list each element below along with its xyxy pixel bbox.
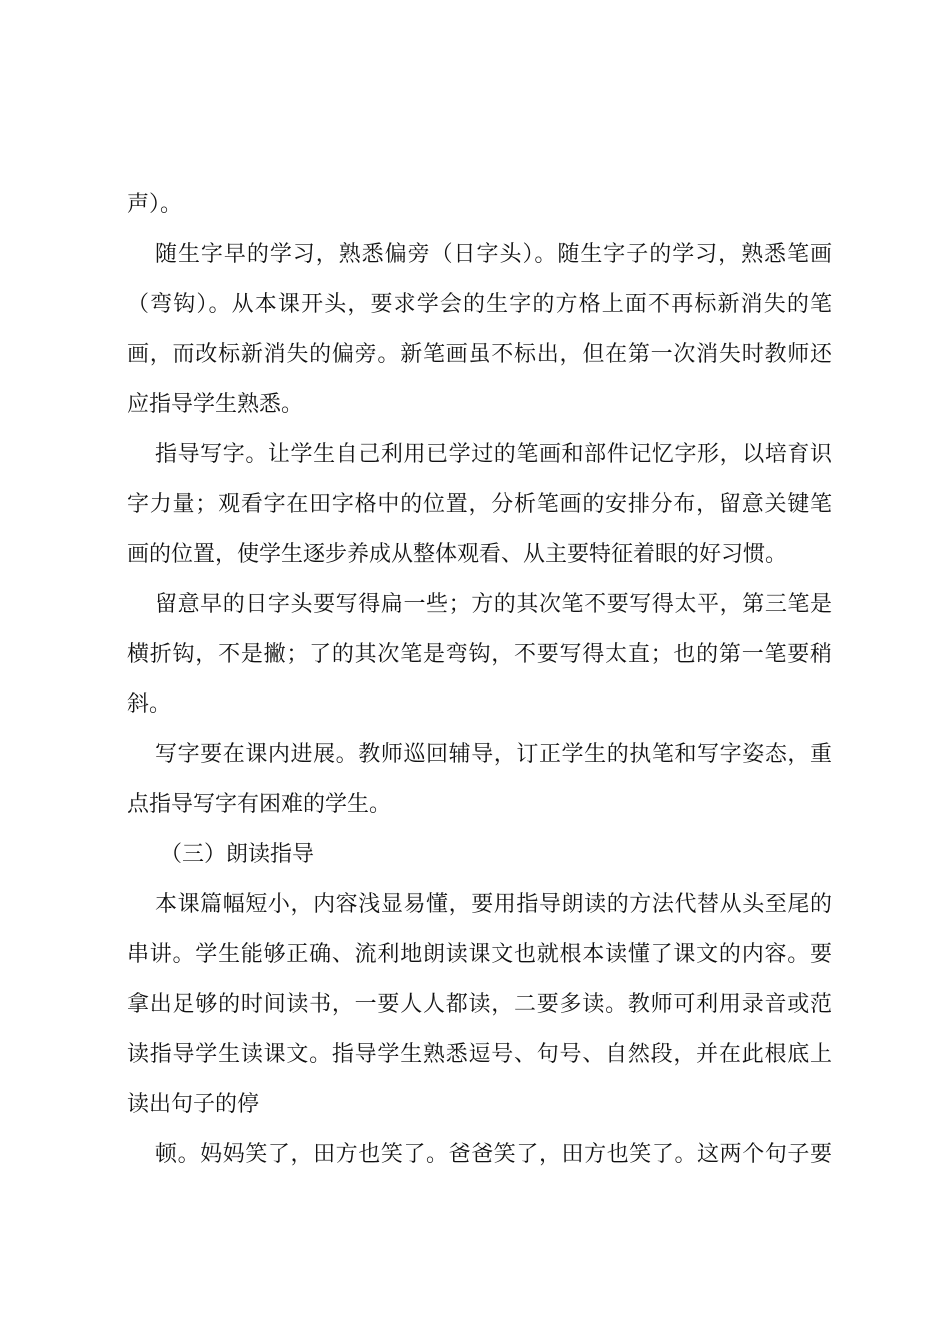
text-line: 画的位置，使学生逐步养成从整体观看、从主要特征着眼的好习惯。 [127, 542, 788, 567]
text-line: 随生字早的学习，熟悉偏旁（日字头）。随生字子的学习，熟悉笔画 [155, 242, 832, 267]
text-line: 顿。妈妈笑了，田方也笑了。爸爸笑了，田方也笑了。这两个句子要 [155, 1142, 832, 1167]
text-line: 斜。 [127, 692, 172, 717]
text-line: 留意早的日字头要写得扁一些；方的其次笔不要写得太平，第三笔是 [155, 592, 832, 617]
text-line: 点指导写字有困难的学生。 [127, 792, 392, 817]
text-line: 拿出足够的时间读书，一要人人都读，二要多读。教师可利用录音或范 [127, 992, 832, 1017]
text-line: 串讲。学生能够正确、流利地朗读课文也就根本读懂了课文的内容。要 [127, 942, 832, 967]
text-line: 本课篇幅短小，内容浅显易懂，要用指导朗读的方法代替从头至尾的 [155, 892, 832, 917]
text-line: 画，而改标新消失的偏旁。新笔画虽不标出，但在第一次消失时教师还 [127, 342, 832, 367]
text-line: 写字要在课内进展。教师巡回辅导，订正学生的执笔和写字姿态，重 [155, 742, 832, 767]
text-line: （弯钩）。从本课开头，要求学会的生字的方格上面不再标新消失的笔 [127, 292, 832, 317]
text-line: 声）。 [127, 192, 183, 217]
text-line: 应指导学生熟悉。 [127, 392, 304, 417]
section-heading: （三）朗读指导 [160, 842, 315, 867]
text-line: 读出句子的停 [127, 1092, 260, 1117]
text-line: 指导写字。让学生自己利用已学过的笔画和部件记忆字形，以培育识 [155, 442, 832, 467]
text-line: 横折钩，不是撇；了的其次笔是弯钩，不要写得太直；也的第一笔要稍 [127, 642, 832, 667]
text-line: 读指导学生读课文。指导学生熟悉逗号、句号、自然段，并在此根底上 [127, 1042, 832, 1067]
text-line: 字力量；观看字在田字格中的位置，分析笔画的安排分布，留意关键笔 [127, 492, 832, 517]
